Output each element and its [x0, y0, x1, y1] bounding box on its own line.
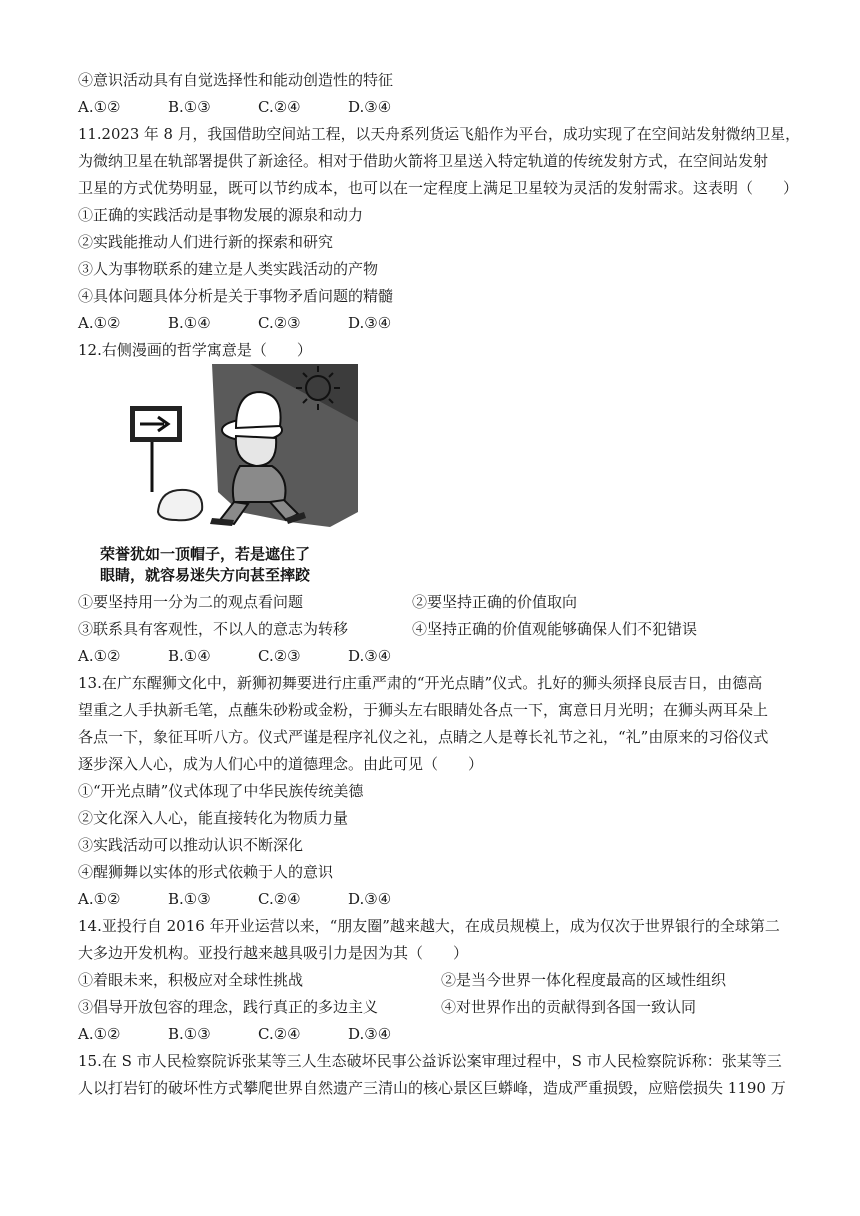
q14-option-c: C.②④ — [258, 1025, 301, 1043]
q12-option-a: A.①② — [78, 647, 121, 665]
q14-item-4: ④对世界作出的贡献得到各国一致认同 — [441, 998, 697, 1016]
q11-option-b: B.①④ — [168, 314, 211, 332]
q12-items-row-2 — [78, 619, 784, 639]
q13-item-4: ④醒狮舞以实体的形式依赖于人的意识 — [78, 863, 334, 881]
q12-stem: 12.右侧漫画的哲学寓意是（ ） — [78, 341, 312, 359]
q14-items-row-2 — [78, 997, 784, 1017]
q11-option-a: A.①② — [78, 314, 121, 332]
q12-item-3: ③联系具有客观性，不以人的意志为转移 — [78, 620, 349, 638]
q13-stem-line-3: 各点一下，象征耳听八方。仪式严谨是程序礼仪之礼，点睛之人是尊长礼节之礼，“礼”由原来的习俗仪式 — [78, 728, 769, 746]
q11-item-3: ③人为事物联系的建立是人类实践活动的产物 — [78, 260, 379, 278]
q12-options — [78, 646, 438, 666]
q11-option-c: C.②③ — [258, 314, 301, 332]
q15-stem-line-1: 15.在 S 市人民检察院诉张某等三人生态破坏民事公益诉讼案审理过程中，S 市人民检察院诉称：张某等三 — [78, 1052, 782, 1070]
q10-item-4: ④意识活动具有自觉选择性和能动创造性的特征 — [78, 71, 394, 89]
q13-stem-line-2: 望重之人手执新毛笔，点蘸朱砂粉或金粉，于狮头左右眼睛处各点一下，寓意日月光明；在狮头两耳朵上 — [78, 701, 769, 719]
cartoon-drawing — [100, 362, 358, 544]
q12-items-row-1 — [78, 592, 784, 612]
q13-item-2: ②文化深入人心，能直接转化为物质力量 — [78, 809, 349, 827]
q11-item-2: ②实践能推动人们进行新的探索和研究 — [78, 233, 334, 251]
q14-option-a: A.①② — [78, 1025, 121, 1043]
q13-option-d: D.③④ — [348, 890, 392, 908]
q11-stem-line-1: 11.2023 年 8 月，我国借助空间站工程，以天舟系列货运飞船作为平台，成功实现了在空间站发射微纳卫星， — [78, 125, 800, 143]
q13-stem-line-4: 逐步深入人心，成为人们心中的道德理念。由此可见（ ） — [78, 755, 484, 773]
cartoon-caption-line-2: 眼睛，就容易迷失方向甚至摔跤 — [100, 566, 311, 584]
q10-option-a: A.①② — [78, 98, 121, 116]
q12-item-4: ④坚持正确的价值观能够确保人们不犯错误 — [412, 620, 698, 638]
q12-item-2: ②要坚持正确的价值取向 — [412, 593, 578, 611]
q13-item-1: ①“开光点睛”仪式体现了中华民族传统美德 — [78, 782, 364, 800]
rock-shape — [158, 490, 202, 520]
q12-option-d: D.③④ — [348, 647, 392, 665]
q13-stem-line-1: 13.在广东醒狮文化中，新狮初舞要进行庄重严肃的“开光点睛”仪式。扎好的狮头须择良辰吉日，由德高 — [78, 674, 763, 692]
q14-item-3: ③倡导开放包容的理念，践行真正的多边主义 — [78, 998, 379, 1016]
cartoon-caption — [100, 544, 360, 586]
q14-option-d: D.③④ — [348, 1025, 392, 1043]
q14-item-1: ①着眼未来，积极应对全球性挑战 — [78, 971, 304, 989]
q14-options — [78, 1024, 438, 1044]
q11-option-d: D.③④ — [348, 314, 392, 332]
q11-stem-line-3: 卫星的方式优势明显，既可以节约成本，也可以在一定程度上满足卫星较为灵活的发射需求。这表明（ ） — [78, 179, 799, 197]
q14-item-2: ②是当今世界一体化程度最高的区域性组织 — [441, 971, 727, 989]
q10-option-d: D.③④ — [348, 98, 392, 116]
q10-option-b: B.①③ — [168, 98, 211, 116]
q13-option-a: A.①② — [78, 890, 121, 908]
q13-option-b: B.①③ — [168, 890, 211, 908]
q14-stem-line-1: 14.亚投行自 2016 年开业运营以来，“朋友圈”越来越大，在成员规模上，成为仅次于世界银行的全球第二 — [78, 917, 780, 935]
road-sign — [130, 406, 182, 492]
q11-item-4: ④具体问题具体分析是关于事物矛盾问题的精髓 — [78, 287, 394, 305]
q12-item-1: ①要坚持用一分为二的观点看问题 — [78, 593, 304, 611]
q11-stem-line-2: 为微纳卫星在轨部署提供了新途径。相对于借助火箭将卫星送入特定轨道的传统发射方式，在空间站发射 — [78, 152, 769, 170]
q11-options — [78, 313, 438, 333]
q13-options — [78, 889, 438, 909]
q14-stem-line-2: 大多边开发机构。亚投行越来越具吸引力是因为其（ ） — [78, 944, 469, 962]
q13-item-3: ③实践活动可以推动认识不断深化 — [78, 836, 304, 854]
q13-option-c: C.②④ — [258, 890, 301, 908]
cartoon-caption-line-1: 荣誉犹如一顶帽子，若是遮住了 — [100, 545, 311, 563]
q10-options — [78, 97, 438, 117]
q14-option-b: B.①③ — [168, 1025, 211, 1043]
q12-option-c: C.②③ — [258, 647, 301, 665]
q14-items-row-1 — [78, 970, 784, 990]
q10-option-c: C.②④ — [258, 98, 301, 116]
q15-stem-line-2: 人以打岩钉的破坏性方式攀爬世界自然遗产三清山的核心景区巨蟒峰，造成严重损毁，应赔偿损失 1190 万 — [78, 1079, 786, 1097]
q12-option-b: B.①④ — [168, 647, 211, 665]
q11-item-1: ①正确的实践活动是事物发展的源泉和动力 — [78, 206, 364, 224]
